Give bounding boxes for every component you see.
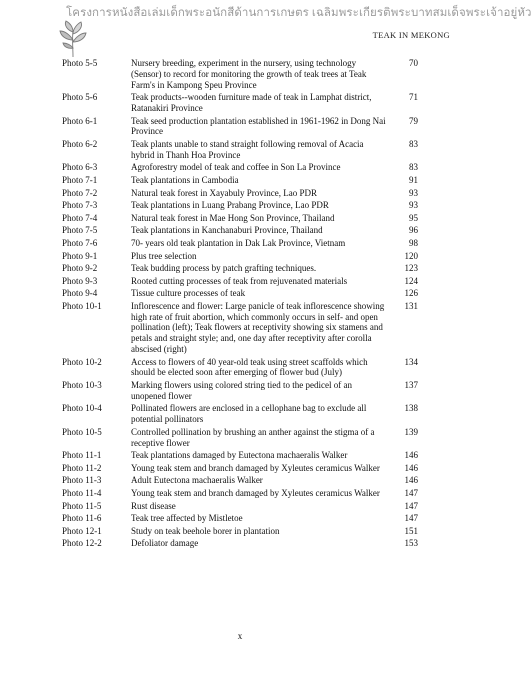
photo-label: Photo 6-2 bbox=[62, 138, 98, 149]
photo-description: 70- years old teak plantation in Dak Lak Province, Vietnam bbox=[131, 237, 346, 248]
photo-description: Nursery breeding, experiment in the nursery, using technology (Sensor) to record for monitoring the growth of teak trees at Teak Farm's in Kampong Speu Province bbox=[131, 58, 367, 90]
photo-description: Study on teak beehole borer in plantation bbox=[131, 525, 280, 536]
list-item bbox=[62, 251, 418, 262]
photo-label: Photo 11-6 bbox=[62, 513, 102, 524]
photo-label: Photo 10-4 bbox=[62, 403, 102, 414]
list-item bbox=[62, 92, 418, 114]
photo-description: Teak plants unable to stand straight following removal of Acacia hybrid in Thanh Hoa Province bbox=[131, 138, 364, 160]
list-item bbox=[62, 225, 418, 236]
photo-description: Teak plantations damaged by Eutectona machaeralis Walker bbox=[131, 450, 348, 461]
list-item bbox=[62, 403, 418, 425]
photo-description: Controlled pollination by brushing an anther against the stigma of a receptive flower bbox=[131, 426, 375, 448]
photo-description: Teak plantations in Kanchanaburi Province, Thailand bbox=[131, 225, 323, 236]
photo-list bbox=[62, 58, 418, 551]
list-item bbox=[62, 213, 418, 224]
photo-description: Teak plantations in Luang Prabang Province, Lao PDR bbox=[131, 200, 329, 211]
list-item bbox=[62, 538, 418, 549]
list-item bbox=[62, 450, 418, 461]
photo-description: Young teak stem and branch damaged by Xyleutes ceramicus Walker bbox=[131, 462, 380, 473]
photo-page-number: 138 bbox=[404, 403, 418, 414]
photo-page-number: 93 bbox=[409, 200, 418, 211]
list-item bbox=[62, 116, 418, 138]
photo-label: Photo 7-5 bbox=[62, 225, 98, 236]
photo-description: Teak budding process by patch grafting techniques. bbox=[131, 263, 317, 274]
list-item bbox=[62, 58, 418, 90]
photo-page-number: 70 bbox=[409, 58, 418, 68]
photo-description: Defoliator damage bbox=[131, 538, 199, 549]
photo-label: Photo 6-1 bbox=[62, 115, 98, 126]
photo-description: Access to flowers of 40 year-old teak using street scaffolds which should be elected soon after emerging of flower bud (July) bbox=[131, 356, 368, 378]
photo-page-number: 139 bbox=[404, 426, 418, 437]
page-number: x bbox=[237, 631, 243, 641]
photo-page-number: 123 bbox=[404, 263, 418, 274]
photo-description: Rust disease bbox=[131, 500, 176, 511]
photo-page-number: 79 bbox=[409, 115, 418, 126]
photo-page-number: 124 bbox=[404, 275, 418, 286]
photo-page-number: 83 bbox=[409, 138, 418, 149]
photo-label: Photo 7-2 bbox=[62, 187, 98, 198]
photo-label: Photo 5-5 bbox=[62, 58, 98, 68]
photo-page-number: 137 bbox=[404, 380, 418, 391]
header-book-title: TEAK IN MEKONG bbox=[372, 30, 450, 40]
photo-label: Photo 11-3 bbox=[62, 475, 102, 486]
photo-description: Natural teak forest in Xayabuly Province, Lao PDR bbox=[131, 187, 317, 198]
photo-page-number: 95 bbox=[409, 212, 418, 223]
photo-description: Teak plantations in Cambodia bbox=[131, 174, 239, 185]
photo-page-number: 146 bbox=[404, 462, 418, 473]
list-item bbox=[62, 475, 418, 486]
photo-label: Photo 12-2 bbox=[62, 538, 102, 549]
photo-page-number: 153 bbox=[404, 538, 418, 549]
photo-description: Tissue culture processes of teak bbox=[131, 288, 246, 299]
photo-label: Photo 7-6 bbox=[62, 237, 98, 248]
photo-label: Photo 10-5 bbox=[62, 426, 102, 437]
leaf-logo-icon bbox=[58, 20, 88, 58]
photo-description: Plus tree selection bbox=[131, 250, 197, 261]
photo-description: Rooted cutting processes of teak from rejuvenated materials bbox=[131, 275, 348, 286]
photo-label: Photo 11-1 bbox=[62, 450, 102, 461]
photo-label: Photo 7-1 bbox=[62, 174, 98, 185]
photo-page-number: 147 bbox=[404, 488, 418, 499]
photo-page-number: 83 bbox=[409, 162, 418, 173]
photo-page-number: 147 bbox=[404, 513, 418, 524]
photo-label: Photo 9-2 bbox=[62, 263, 98, 274]
list-item bbox=[62, 380, 418, 402]
photo-page-number: 146 bbox=[404, 475, 418, 486]
photo-label: Photo 9-3 bbox=[62, 275, 98, 286]
photo-page-number: 120 bbox=[404, 250, 418, 261]
photo-label: Photo 12-1 bbox=[62, 525, 102, 536]
list-item bbox=[62, 200, 418, 211]
list-item bbox=[62, 276, 418, 287]
photo-label: Photo 10-1 bbox=[62, 300, 102, 311]
photo-page-number: 146 bbox=[404, 450, 418, 461]
list-item bbox=[62, 463, 418, 474]
photo-page-number: 131 bbox=[404, 300, 418, 311]
photo-label: Photo 11-2 bbox=[62, 462, 102, 473]
photo-page-number: 96 bbox=[409, 225, 418, 236]
photo-description: Marking flowers using colored string tied to the pedicel of an unopened flower bbox=[131, 380, 352, 401]
list-item bbox=[62, 288, 418, 299]
list-item bbox=[62, 175, 418, 186]
photo-description: Natural teak forest in Mae Hong Son Province, Thailand bbox=[131, 212, 335, 223]
list-item bbox=[62, 513, 418, 524]
list-item bbox=[62, 357, 418, 379]
list-item bbox=[62, 526, 418, 537]
header-thai-title: โครงการหนังสือเล่มเด็กพระอนักสีด้านการเกษตร เฉลิมพระเกียรติพระบาทสมเด็จพระเจ้าอยู่หัว bbox=[66, 7, 532, 19]
photo-label: Photo 10-2 bbox=[62, 356, 102, 367]
list-item bbox=[62, 139, 418, 161]
photo-label: Photo 7-3 bbox=[62, 200, 98, 211]
photo-page-number: 147 bbox=[404, 500, 418, 511]
photo-label: Photo 9-4 bbox=[62, 288, 98, 299]
list-item bbox=[62, 162, 418, 173]
list-item bbox=[62, 301, 418, 355]
list-item bbox=[62, 488, 418, 499]
photo-description: Teak seed production plantation established in 1961-1962 in Dong Nai Province bbox=[131, 115, 386, 137]
photo-page-number: 126 bbox=[404, 288, 418, 299]
photo-description: Teak products--wooden furniture made of teak in Lamphat district, Ratanakiri Province bbox=[131, 92, 372, 113]
photo-description: Pollinated flowers are enclosed in a cellophane bag to exclude all potential pollinators bbox=[131, 403, 367, 425]
photo-description: Adult Eutectona machaeralis Walker bbox=[131, 475, 263, 486]
photo-label: Photo 10-3 bbox=[62, 380, 102, 391]
photo-page-number: 71 bbox=[409, 92, 418, 103]
photo-label: Photo 9-1 bbox=[62, 250, 98, 261]
photo-label: Photo 11-5 bbox=[62, 500, 102, 511]
photo-description: Teak tree affected by Mistletoe bbox=[131, 513, 243, 524]
photo-page-number: 98 bbox=[409, 237, 418, 248]
list-item bbox=[62, 427, 418, 449]
photo-description: Inflorescence and flower: Large panicle of teak inflorescence showing high rate of fruit abortion, which commonly occurs in self- and open pollination (left); Teak flowers at receptivity showing six stamens and petals and straight style; and, one day after receptivity after corolla abscised (right) bbox=[131, 300, 385, 355]
photo-page-number: 134 bbox=[404, 356, 418, 367]
photo-page-number: 151 bbox=[404, 525, 418, 536]
photo-label: Photo 5-6 bbox=[62, 92, 98, 103]
photo-page-number: 93 bbox=[409, 187, 418, 198]
photo-label: Photo 11-4 bbox=[62, 488, 102, 499]
photo-label: Photo 6-3 bbox=[62, 162, 98, 173]
photo-description: Agroforestry model of teak and coffee in Son La Province bbox=[131, 162, 341, 173]
list-item bbox=[62, 501, 418, 512]
list-item bbox=[62, 238, 418, 249]
photo-page-number: 91 bbox=[409, 174, 418, 185]
photo-description: Young teak stem and branch damaged by Xyleutes ceramicus Walker bbox=[131, 488, 380, 499]
list-item bbox=[62, 188, 418, 199]
photo-label: Photo 7-4 bbox=[62, 212, 98, 223]
list-item bbox=[62, 263, 418, 274]
